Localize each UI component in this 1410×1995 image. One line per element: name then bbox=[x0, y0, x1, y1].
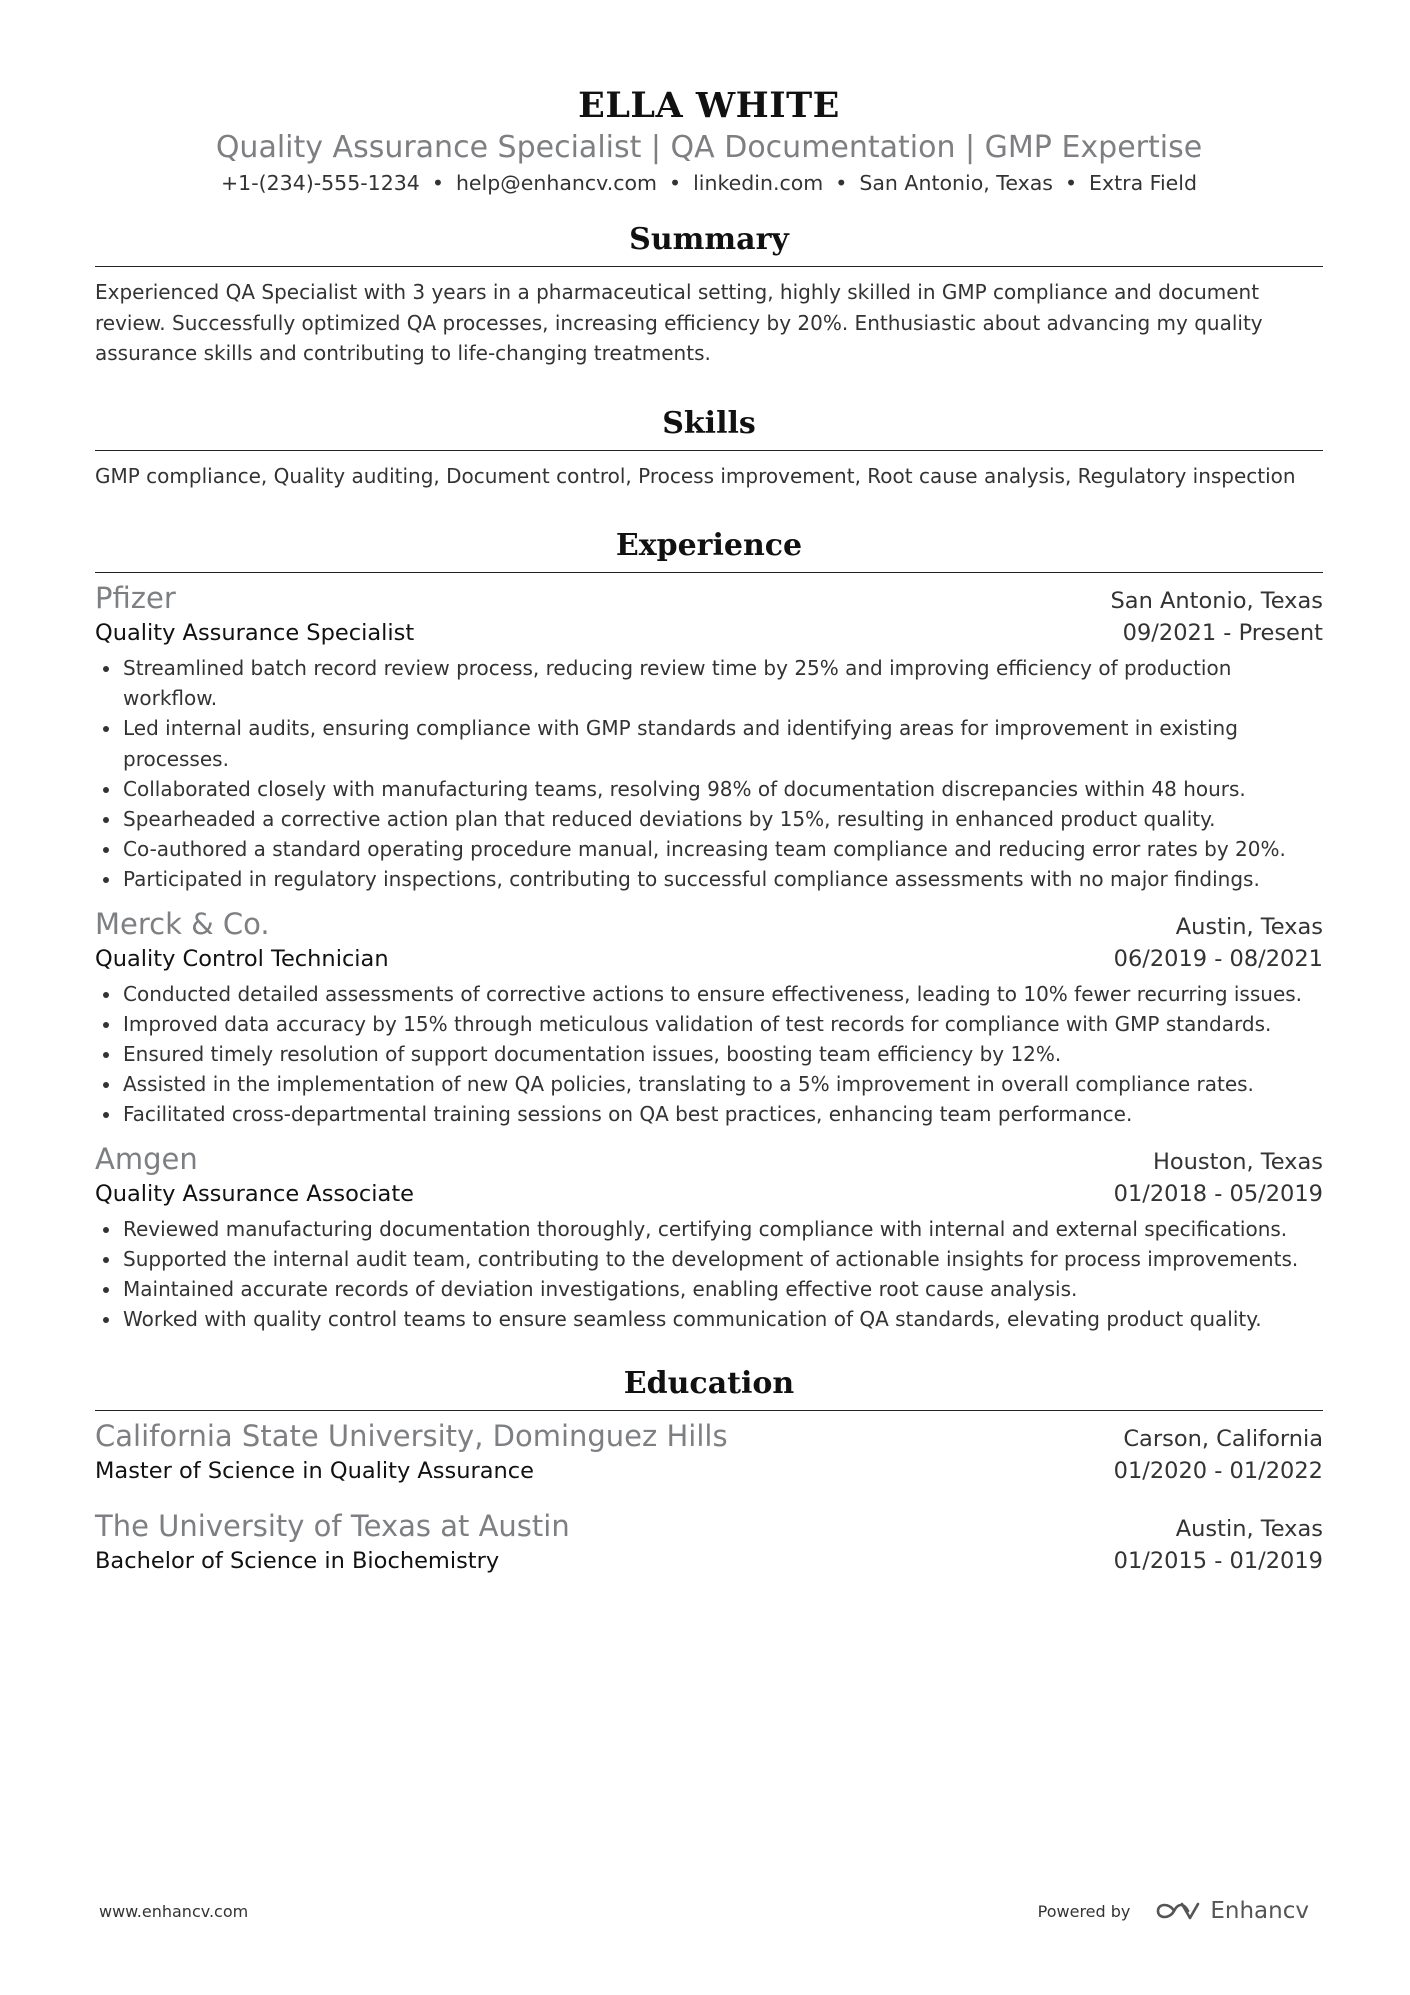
website-link[interactable]: www.enhancv.com bbox=[99, 1901, 249, 1921]
section-title-skills: Skills bbox=[95, 404, 1323, 451]
bullet-separator: • bbox=[431, 171, 444, 195]
brand-name: Enhancv bbox=[1210, 1898, 1309, 1924]
experience-entry bbox=[95, 579, 1323, 895]
enhancv-logo-icon bbox=[1154, 1899, 1202, 1923]
linkedin-link[interactable]: linkedin.com bbox=[693, 171, 824, 195]
bullet-separator: • bbox=[835, 171, 848, 195]
skills-text: GMP compliance, Quality auditing, Document control, Process improvement, Root cause analysis, Regulatory inspection bbox=[95, 463, 1296, 488]
extra-field: Extra Field bbox=[1089, 171, 1197, 195]
achievement-item: Streamlined batch record review process, reducing review time by 25% and improving efficiency of production workflow. bbox=[95, 653, 1323, 713]
school-name: California State University, Dominguez Hills bbox=[95, 1419, 728, 1454]
achievement-item: Collaborated closely with manufacturing teams, resolving 98% of documentation discrepancies within 48 hours. bbox=[95, 774, 1323, 804]
achievement-item: Improved data accuracy by 15% through meticulous validation of test records for compliance with GMP standards. bbox=[95, 1009, 1323, 1039]
experience-section bbox=[95, 526, 1323, 1334]
company-name: Pfizer bbox=[95, 581, 176, 615]
brand-logo[interactable] bbox=[1154, 1898, 1309, 1924]
section-title-summary: Summary bbox=[95, 220, 1323, 267]
powered-by-label: Powered by bbox=[1037, 1901, 1131, 1921]
powered-by bbox=[1038, 1898, 1309, 1924]
achievement-item: Facilitated cross-departmental training sessions on QA best practices, enhancing team performance. bbox=[95, 1099, 1323, 1129]
summary-text: Experienced QA Specialist with 3 years in a pharmaceutical setting, highly skilled in GMP compliance and document review. Successfully optimized QA processes, increasing efficiency by 20%. Enthusiastic about advancing my quality assurance skills and contributing to life-changing treatments. bbox=[95, 280, 1263, 365]
resume-page bbox=[95, 0, 1323, 1577]
email-link[interactable]: help@enhancv.com bbox=[455, 171, 658, 195]
achievement-item: Spearheaded a corrective action plan that reduced deviations by 15%, resulting in enhanced product quality. bbox=[95, 804, 1323, 834]
section-title-education: Education bbox=[95, 1364, 1323, 1411]
job-location: Austin, Texas bbox=[1175, 913, 1323, 940]
education-section bbox=[95, 1364, 1323, 1577]
achievement-item: Led internal audits, ensuring compliance with GMP standards and identifying areas for improvement in existing processes. bbox=[95, 713, 1323, 773]
bullet-separator: • bbox=[669, 171, 682, 195]
study-dates: 01/2020 - 01/2022 bbox=[1113, 1458, 1323, 1485]
section-title-experience: Experience bbox=[95, 526, 1323, 573]
achievement-item: Worked with quality control teams to ensure seamless communication of QA standards, elevating product quality. bbox=[95, 1304, 1323, 1334]
achievement-item: Participated in regulatory inspections, contributing to successful compliance assessments with no major findings. bbox=[95, 864, 1323, 894]
school-location: Austin, Texas bbox=[1175, 1516, 1323, 1543]
achievement-item: Maintained accurate records of deviation investigations, enabling effective root cause analysis. bbox=[95, 1274, 1323, 1304]
achievement-item: Ensured timely resolution of support documentation issues, boosting team efficiency by 12%. bbox=[95, 1039, 1323, 1069]
job-title: Quality Assurance Associate bbox=[95, 1180, 414, 1207]
achievement-item: Reviewed manufacturing documentation thoroughly, certifying compliance with internal and external specifications. bbox=[95, 1214, 1323, 1244]
achievement-item: Supported the internal audit team, contributing to the development of actionable insights for process improvements. bbox=[95, 1244, 1323, 1274]
education-entry bbox=[95, 1507, 1323, 1577]
achievement-list bbox=[95, 979, 1323, 1130]
job-title: Quality Assurance Specialist bbox=[95, 620, 415, 646]
job-title: Quality Control Technician bbox=[95, 945, 389, 972]
job-location: San Antonio, Texas bbox=[1110, 588, 1323, 614]
school-name: The University of Texas at Austin bbox=[95, 1509, 570, 1544]
experience-entry bbox=[95, 1140, 1323, 1335]
achievement-item: Conducted detailed assessments of corrective actions to ensure effectiveness, leading to 10% fewer recurring issues. bbox=[95, 979, 1323, 1009]
job-dates: 01/2018 - 05/2019 bbox=[1113, 1180, 1323, 1207]
achievement-list bbox=[95, 653, 1323, 895]
degree: Master of Science in Quality Assurance bbox=[95, 1458, 535, 1485]
company-name: Amgen bbox=[95, 1141, 198, 1176]
job-location: Houston, Texas bbox=[1152, 1148, 1323, 1175]
achievement-list bbox=[95, 1214, 1323, 1335]
candidate-headline: Quality Assurance Specialist | QA Documentation | GMP Expertise bbox=[215, 130, 1203, 165]
skills-section bbox=[95, 404, 1323, 492]
candidate-name: ELLA WHITE bbox=[578, 85, 840, 126]
company-name: Merck & Co. bbox=[95, 906, 270, 941]
bullet-separator: • bbox=[1064, 171, 1078, 195]
phone-number: +1-(234)-555-1234 bbox=[221, 171, 420, 195]
study-dates: 01/2015 - 01/2019 bbox=[1113, 1548, 1323, 1575]
job-dates: 09/2021 - Present bbox=[1122, 620, 1323, 646]
job-dates: 06/2019 - 08/2021 bbox=[1113, 945, 1323, 972]
achievement-item: Co-authored a standard operating procedure manual, increasing team compliance and reducing error rates by 20%. bbox=[95, 834, 1323, 864]
contact-line bbox=[95, 168, 1323, 198]
summary-section bbox=[95, 220, 1323, 369]
page-footer bbox=[99, 1898, 1309, 1924]
resume-header bbox=[95, 0, 1323, 198]
experience-entry bbox=[95, 905, 1323, 1130]
contact-location: San Antonio, Texas bbox=[859, 171, 1053, 195]
education-entry bbox=[95, 1417, 1323, 1487]
achievement-item: Assisted in the implementation of new QA policies, translating to a 5% improvement in overall compliance rates. bbox=[95, 1069, 1323, 1099]
degree: Bachelor of Science in Biochemistry bbox=[95, 1548, 500, 1575]
school-location: Carson, California bbox=[1123, 1426, 1323, 1453]
